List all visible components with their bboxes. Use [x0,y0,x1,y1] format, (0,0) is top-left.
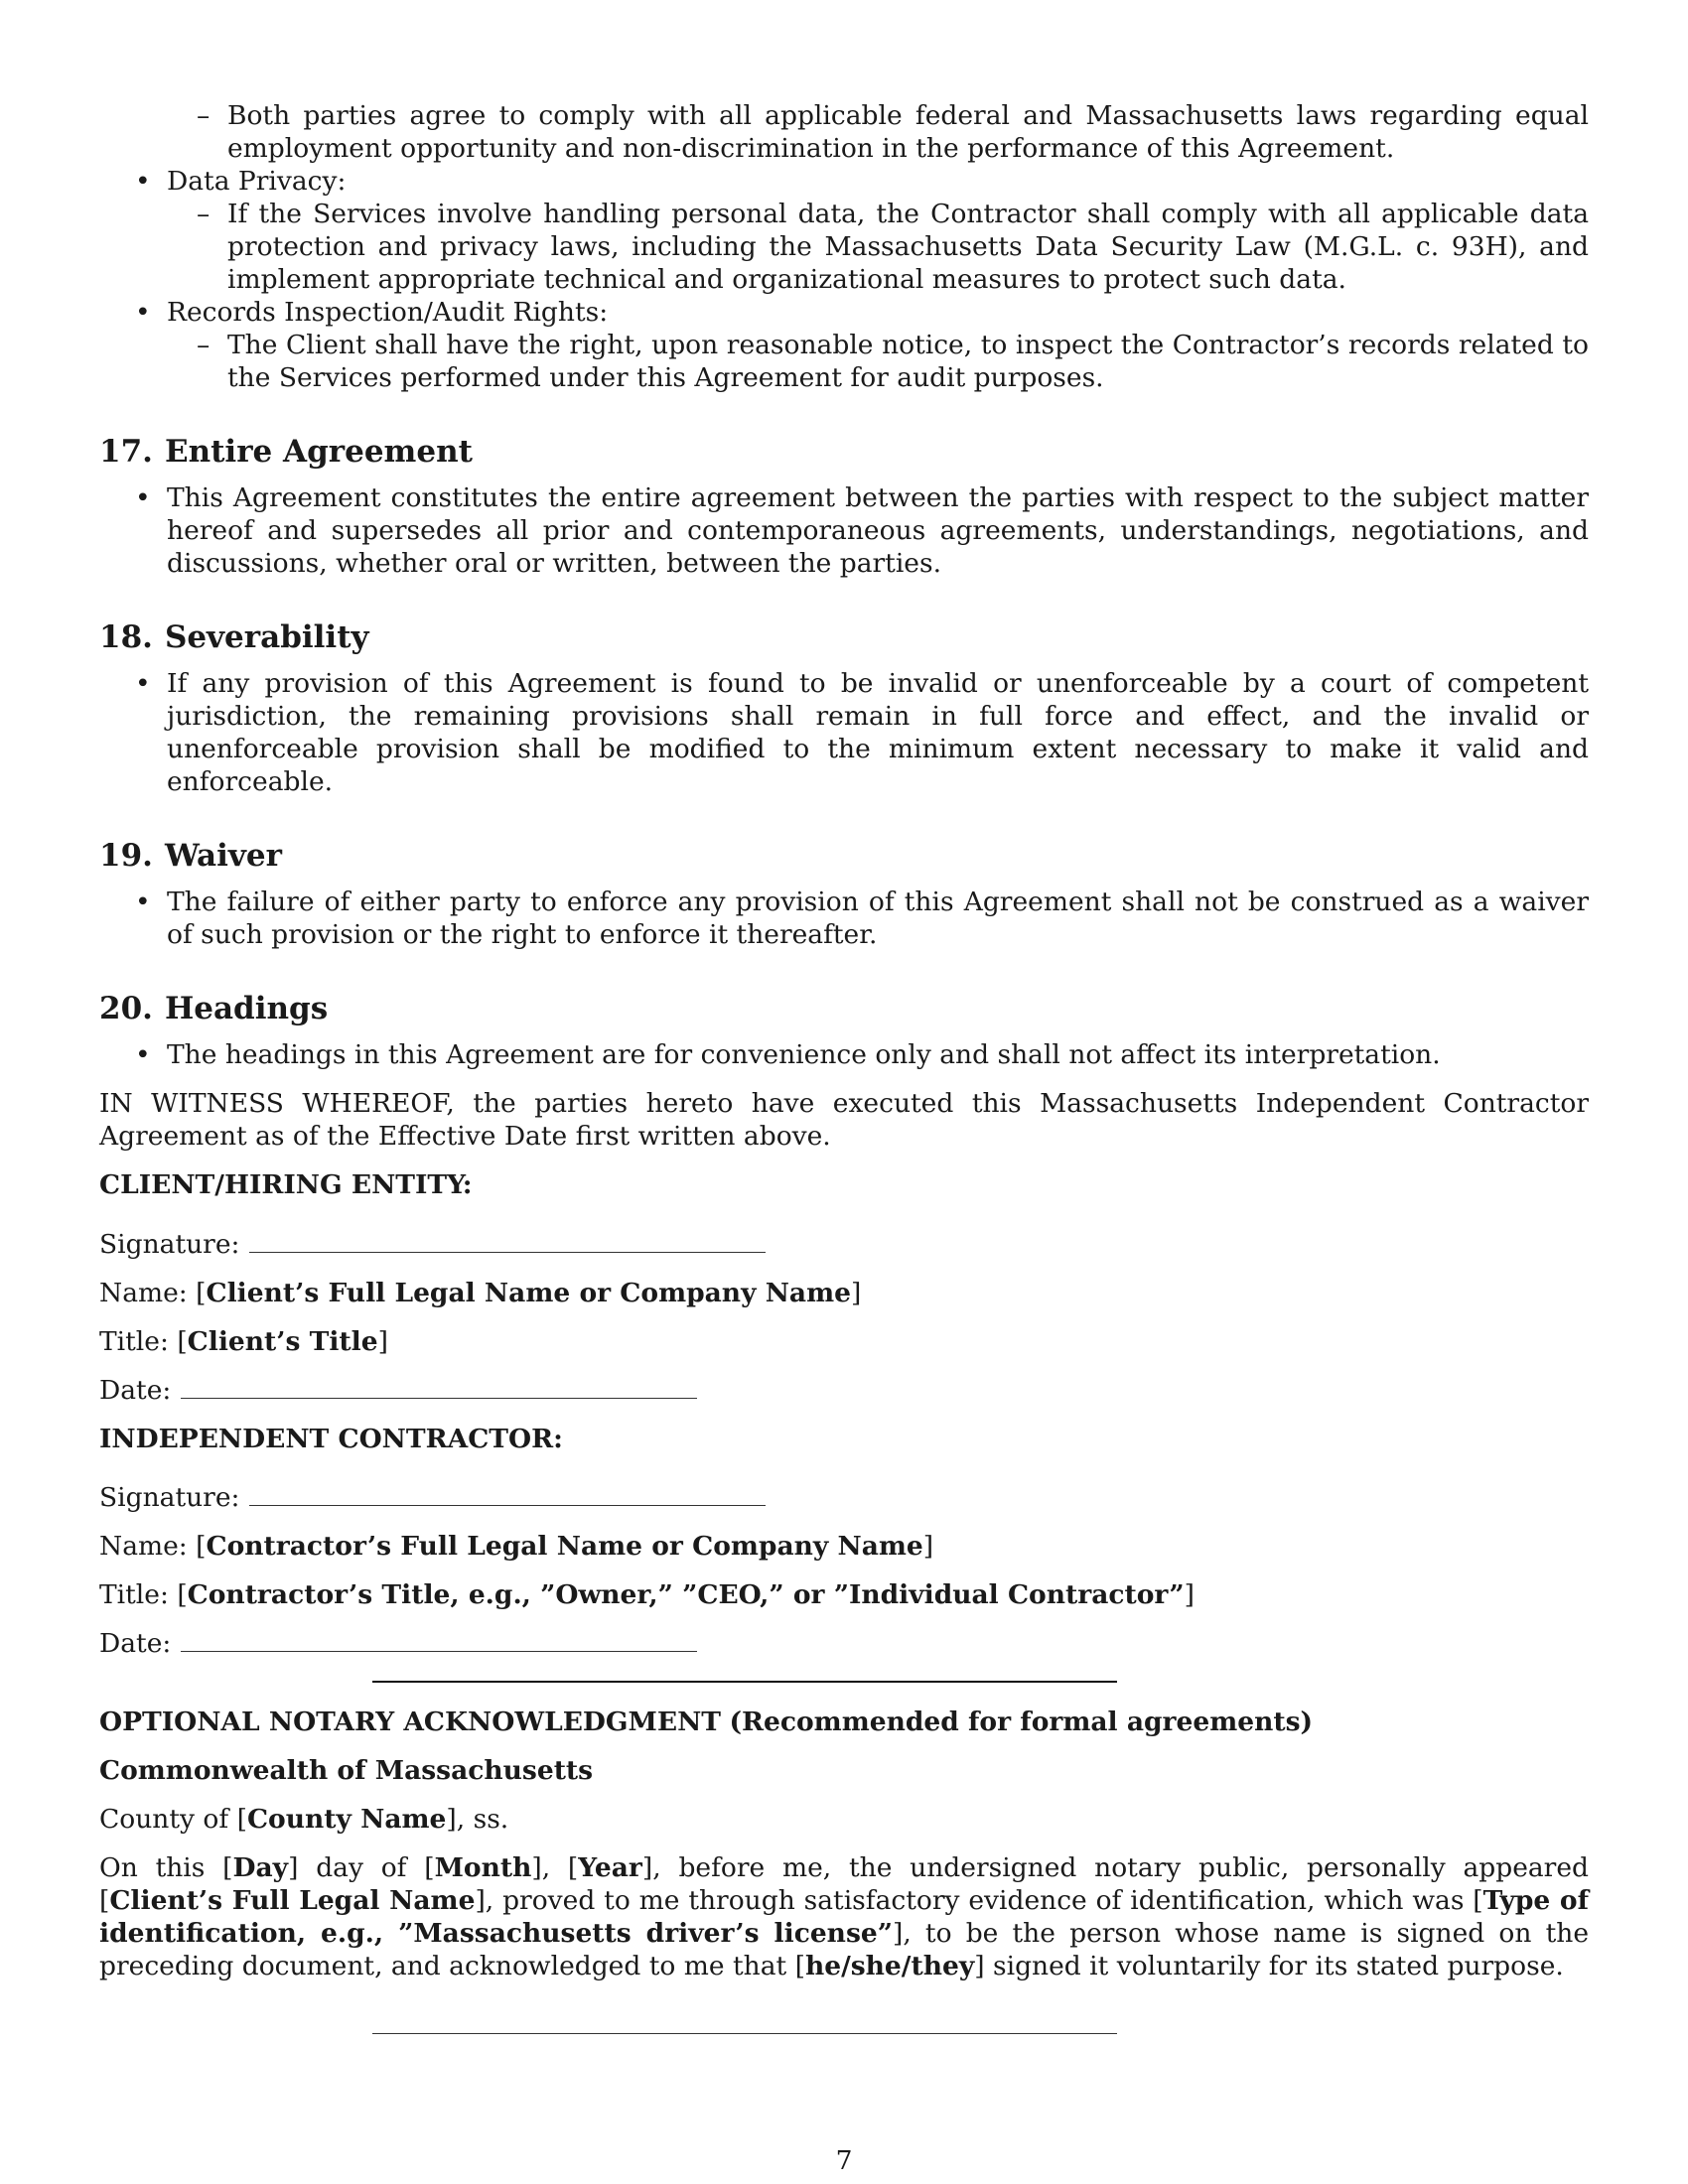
list-item: • Records Inspection/Audit Rights: [99,296,1589,329]
client-signature-line[interactable] [249,1230,766,1253]
section-heading-17: 17. Entire Agreement [99,434,473,470]
notary-block [99,1706,1589,1982]
list-item: – The Client shall have the right, upon reasonable notice, to inspect the Contractor’s records related to the Services performed under this Agreement for audit purposes. [99,329,1589,394]
contractor-signature-line[interactable] [249,1483,766,1506]
section-divider [372,1681,1117,1683]
client-heading: CLIENT/HIRING ENTITY: [99,1169,473,1200]
commonwealth-line: Commonwealth of Massachusetts [99,1755,594,1786]
witness-paragraph: IN WITNESS WHEREOF, the parties hereto have executed this Massachusetts Independent Contractor Agreement as of the Effective Date first written above. [99,1088,1589,1152]
list-item: • If any provision of this Agreement is found to be invalid or unenforceable by a court of competent jurisdiction, the remaining provisions shall remain in full force and effect, and the invalid or unenforceable provision shall be modified to the minimum extent necessary to make it valid and enforceable. [99,667,1589,798]
client-signature-row: Signature: [99,1228,1589,1261]
list-item: • Data Privacy: [99,165,1589,198]
list-item: – If the Services involve handling personal data, the Contractor shall comply with all applicable data protection and privacy laws, including the Massachusetts Data Security Law (M.G.L. c. 93H), and implement appropriate technical and organizational measures to protect such data. [99,198,1589,296]
client-name-row: Name: [Client’s Full Legal Name or Company Name] [99,1277,862,1308]
notary-signature-line[interactable] [372,2033,1117,2034]
client-date-line[interactable] [181,1376,697,1399]
client-date-row: Date: [99,1374,1589,1407]
list-item: – Both parties agree to comply with all applicable federal and Massachusetts laws regarding equal employment opportunity and non-discrimination in the performance of this Agreement. [99,99,1589,165]
prev-section-list [99,99,1589,394]
county-line: County of [County Name], ss. [99,1804,509,1835]
section-17-list [99,481,1589,580]
list-item: • The failure of either party to enforce any provision of this Agreement shall not be construed as a waiver of such provision or the right to enforce it thereafter. [99,886,1589,951]
notary-paragraph: On this [Day] day of [Month], [Year], before me, the undersigned notary public, personally appeared [Client’s Full Legal Name], proved to me through satisfactory evidence of identification, which was [Type of identification, e.g., ”Massachusetts driver’s license”], to be the person whose name is signed on the preceding document, and acknowledged to me that [he/she/they] signed it voluntarily for its stated purpose. [99,1852,1590,1981]
contractor-signature-row: Signature: [99,1481,1589,1514]
section-heading-20: 20. Headings [99,991,329,1026]
page-number: 7 [835,2145,853,2176]
contractor-date-line[interactable] [181,1629,697,1652]
document-page [99,99,1589,1660]
contractor-name-row: Name: [Contractor’s Full Legal Name or Company Name] [99,1531,934,1562]
list-item: • The headings in this Agreement are for convenience only and shall not affect its interpretation. [99,1038,1589,1071]
client-title-row: Title: [Client’s Title] [99,1325,388,1357]
notary-heading: OPTIONAL NOTARY ACKNOWLEDGMENT (Recommended for formal agreements) [99,1706,1314,1737]
section-19-list [99,886,1589,951]
section-18-list [99,667,1589,798]
section-heading-18: 18. Severability [99,619,369,655]
list-item: • This Agreement constitutes the entire agreement between the parties with respect to the subject matter hereof and supersedes all prior and contemporaneous agreements, understandings, negotiations, and discussions, whether oral or written, between the parties. [99,481,1589,580]
section-20-list [99,1038,1589,1071]
contractor-date-row: Date: [99,1627,1589,1660]
contractor-heading: INDEPENDENT CONTRACTOR: [99,1423,563,1454]
section-heading-19: 19. Waiver [99,838,282,874]
contractor-title-row: Title: [Contractor’s Title, e.g., ”Owner,” ”CEO,” or ”Individual Contractor”] [99,1579,1195,1610]
